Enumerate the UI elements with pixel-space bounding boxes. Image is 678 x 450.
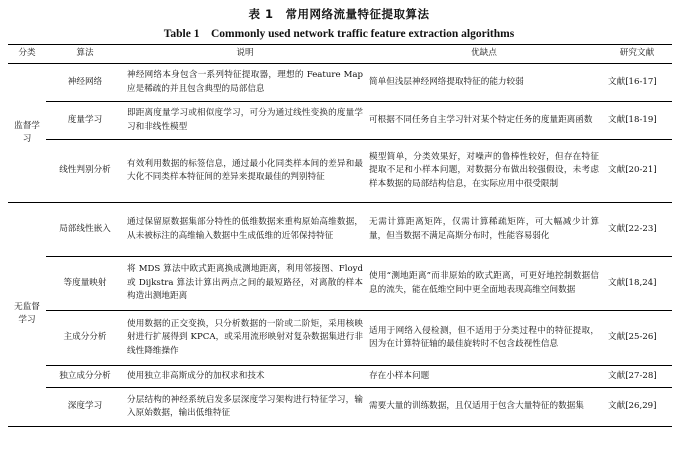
- feature-extraction-table: [8, 44, 672, 427]
- algorithm-cell: 度量学习: [46, 102, 124, 140]
- pros-cons-cell: 适用于网络入侵检测，但不适用于分类过程中的特征提取，因为在计算特征轴的最佳旋转时不包含歧视性信息: [366, 311, 602, 366]
- table-caption-english: Table 1 Commonly used network traffic feature extraction algorithms: [163, 28, 515, 40]
- table-row: [8, 102, 672, 140]
- table-row: [8, 203, 672, 257]
- description-cell: 使用数据的正交变换，只分析数据的一阶或二阶矩，采用核映射进行扩展得到 KPCA，或采用流形映射对复杂数据集进行非线性降维操作: [124, 311, 366, 366]
- reference-cell: 文献[26,29]: [602, 388, 672, 427]
- description-cell: 有效利用数据的标签信息，通过最小化同类样本间的差异和最大化不同类样本特征间的差异来提取最佳的判别特征: [124, 140, 366, 203]
- description-cell: 通过保留原数据集部分特性的低维数据来重构原始高维数据，从未被标注的高维输入数据中生成低维的近邻保持特征: [124, 203, 366, 257]
- table-row: [8, 257, 672, 311]
- pros-cons-cell: 存在小样本问题: [366, 366, 602, 388]
- reference-cell: 文献[27-28]: [602, 366, 672, 388]
- table-row: [8, 311, 672, 366]
- pros-cons-cell: 模型简单，分类效果好，对噪声的鲁棒性较好，但存在特征提取不足和小样本问题，对数据分布做出较强假设，未考虑样本数据的局部结构信息，在实际应用中很受限制: [366, 140, 602, 203]
- pros-cons-cell: 可根据不同任务自主学习针对某个特定任务的度量距离函数: [366, 102, 602, 140]
- algorithm-cell: 深度学习: [46, 388, 124, 427]
- description-cell: 即距离度量学习或相似度学习，可分为通过线性变换的度量学习和非线性模型: [124, 102, 366, 140]
- pros-cons-cell: 无需计算距离矩阵，仅需计算稀疏矩阵，可大幅减少计算量，但当数据不满足高斯分布时，性能容易弱化: [366, 203, 602, 257]
- algorithm-cell: 主成分分析: [46, 311, 124, 366]
- reference-cell: 文献[18,24]: [602, 257, 672, 311]
- algorithm-cell: 局部线性嵌入: [46, 203, 124, 257]
- group-unsupervised-cell: [8, 203, 46, 427]
- description-cell: 分层结构的神经系统启发多层深度学习架构进行特征学习，输入原始数据，输出低维特征: [124, 388, 366, 427]
- header-reference: 研究文献: [602, 45, 672, 64]
- group-supervised-cell: [8, 64, 46, 203]
- reference-cell: 文献[16-17]: [602, 64, 672, 102]
- header-description: 说明: [124, 45, 366, 64]
- reference-cell: 文献[18-19]: [602, 102, 672, 140]
- description-cell: 神经网络本身包含一系列特征提取器，理想的 Feature Map 应是稀疏的并且包含典型的局部信息: [124, 64, 366, 102]
- pros-cons-cell: 使用“测地距离”而非原始的欧式距离，可更好地控制数据信息的流失，能在低维空间中更全面地表现高维空间数据: [366, 257, 602, 311]
- header-pros-cons: 优缺点: [366, 45, 602, 64]
- algorithm-cell: 等度量映射: [46, 257, 124, 311]
- reference-cell: 文献[20-21]: [602, 140, 672, 203]
- group-unsupervised-label: 无监督学习: [14, 302, 40, 326]
- description-cell: 使用独立非高斯成分的加权求和技术: [124, 366, 366, 388]
- reference-cell: 文献[22-23]: [602, 203, 672, 257]
- reference-cell: 文献[25-26]: [602, 311, 672, 366]
- table-row: [8, 64, 672, 102]
- table-row: [8, 366, 672, 388]
- description-cell: 将 MDS 算法中欧式距离换成测地距离，利用邻接图、Floyd 或 Dijkstra 算法计算出两点之间的最短路径，对离散的样本构造出测地距离: [124, 257, 366, 311]
- table-row: [8, 388, 672, 427]
- pros-cons-cell: 需要大量的训练数据，且仅适用于包含大量特征的数据集: [366, 388, 602, 427]
- algorithm-cell: 独立成分分析: [46, 366, 124, 388]
- pros-cons-cell: 简单但浅层神经网络提取特征的能力较弱: [366, 64, 602, 102]
- header-algorithm: 算法: [46, 45, 124, 64]
- table-header-row: [8, 45, 672, 64]
- algorithm-cell: 神经网络: [46, 64, 124, 102]
- algorithm-cell: 线性判别分析: [46, 140, 124, 203]
- table-caption-chinese: 表 1 常用网络流量特征提取算法: [248, 7, 430, 21]
- table-row: [8, 140, 672, 203]
- group-supervised-label: 监督学习: [14, 120, 40, 144]
- header-category: 分类: [8, 45, 46, 64]
